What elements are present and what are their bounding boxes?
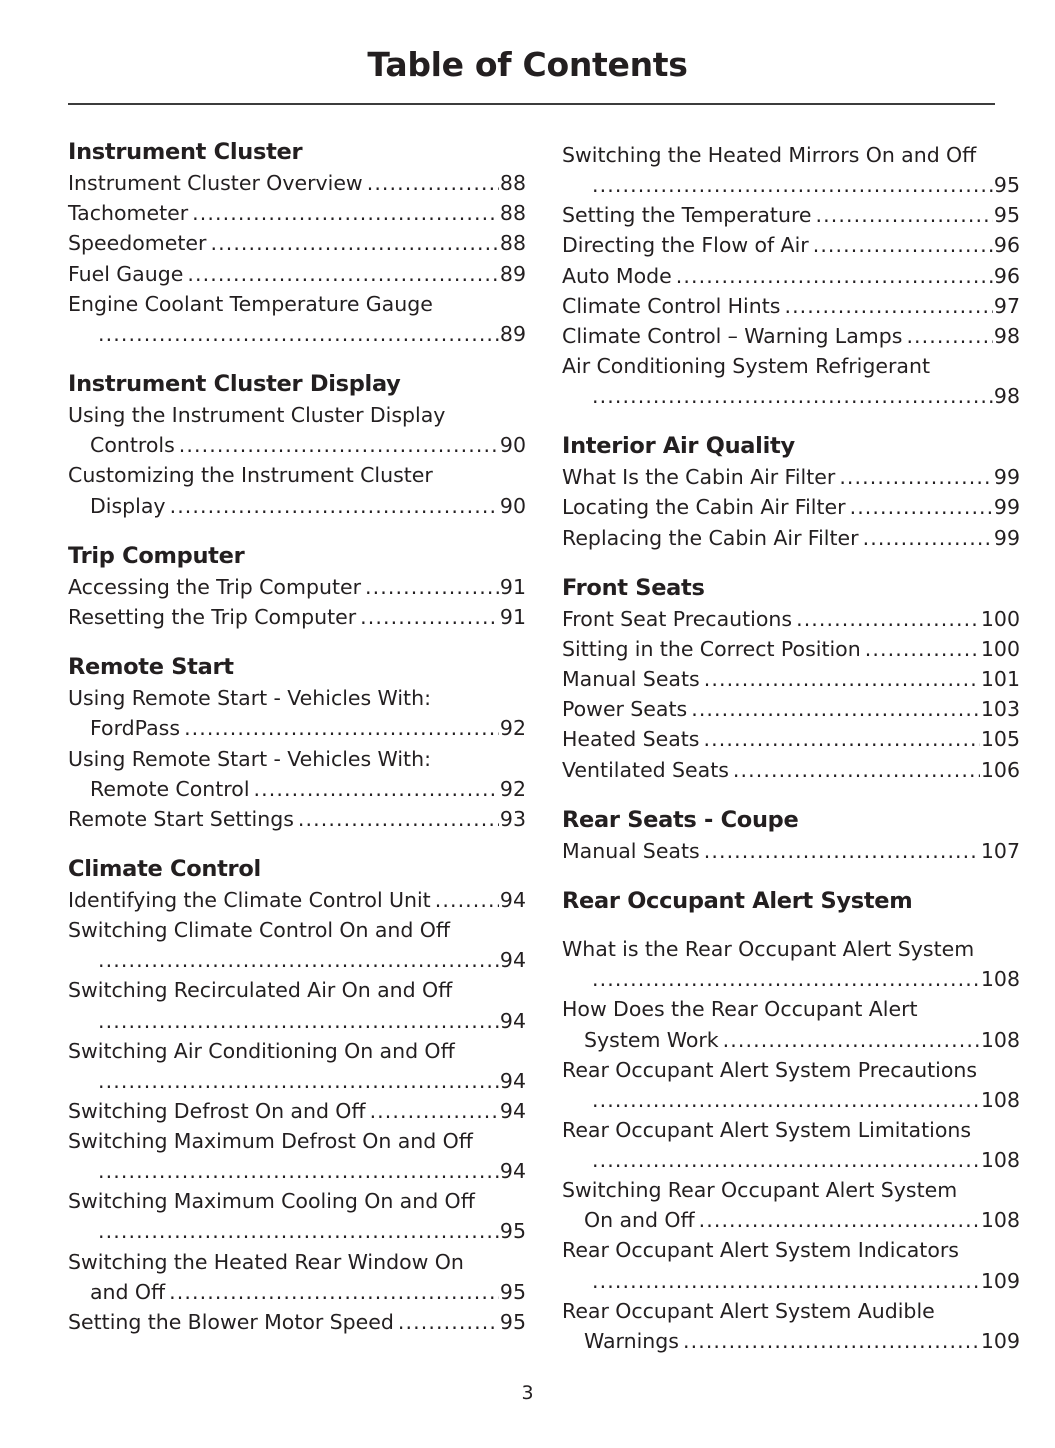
toc-entry-title: Using Remote Start - Vehicles With: xyxy=(68,686,431,711)
toc-entry-page: 88 xyxy=(499,201,526,226)
toc-entry-title: Rear Occupant Alert System Indicators xyxy=(562,1238,959,1263)
toc-entry-page: 95 xyxy=(993,203,1020,228)
toc-entry[interactable] xyxy=(562,934,1020,994)
toc-entry-title: What is the Rear Occupant Alert System xyxy=(562,937,975,962)
section-heading[interactable]: Interior Air Quality xyxy=(562,433,795,460)
toc-entry[interactable] xyxy=(68,259,526,289)
toc-entry-title: Switching Maximum Defrost On and Off xyxy=(68,1129,473,1154)
toc-entry[interactable] xyxy=(68,168,526,198)
toc-entry[interactable] xyxy=(562,755,1020,785)
toc-entry-list xyxy=(68,168,526,349)
toc-entry-page: 100 xyxy=(980,606,1020,631)
toc-entry-title: Using Remote Start - Vehicles With: xyxy=(68,746,431,771)
toc-entry[interactable] xyxy=(68,228,526,258)
dot-leader xyxy=(592,381,993,411)
toc-entry[interactable] xyxy=(562,994,1020,1054)
dot-leader xyxy=(592,170,993,200)
dot-leader xyxy=(676,261,993,291)
dot-leader xyxy=(691,694,980,724)
toc-entry-page: 105 xyxy=(980,727,1020,752)
toc-entry-page: 108 xyxy=(980,1208,1020,1233)
toc-entry-page: 89 xyxy=(499,321,526,346)
toc-entry-page: 95 xyxy=(993,173,1020,198)
toc-entry-list xyxy=(562,604,1020,785)
toc-entry[interactable] xyxy=(562,836,1020,866)
toc-section xyxy=(562,576,1020,785)
dot-leader xyxy=(360,602,499,632)
toc-entry-list xyxy=(68,400,526,521)
dot-leader xyxy=(98,1066,499,1096)
toc-entry-page: 99 xyxy=(993,465,1020,490)
toc-entry-page: 94 xyxy=(499,1159,526,1184)
dot-leader xyxy=(187,259,499,289)
toc-entry[interactable] xyxy=(68,1307,526,1337)
toc-entry[interactable] xyxy=(68,1126,526,1186)
toc-entry-title: Switching Rear Occupant Alert System xyxy=(562,1178,958,1203)
toc-section xyxy=(68,544,526,632)
dot-leader xyxy=(367,168,499,198)
toc-entry[interactable] xyxy=(562,1115,1020,1175)
toc-entry-title: Switching Climate Control On and Off xyxy=(68,918,451,943)
toc-entry-title: Switching Air Conditioning On and Off xyxy=(68,1038,455,1063)
toc-entry-title-continued: System Work xyxy=(584,1027,719,1052)
dot-leader xyxy=(683,1326,980,1356)
toc-entry-title: Identifying the Climate Control Unit xyxy=(68,888,431,913)
toc-entry-title: Heated Seats xyxy=(562,727,700,752)
toc-entry[interactable] xyxy=(68,460,526,520)
dot-leader xyxy=(703,724,979,754)
toc-entry-page: 99 xyxy=(993,525,1020,550)
toc-entry[interactable] xyxy=(562,1296,1020,1356)
toc-columns xyxy=(68,140,1020,1356)
dot-leader xyxy=(435,885,499,915)
dot-leader xyxy=(210,228,498,258)
toc-entry-title: How Does the Rear Occupant Alert xyxy=(562,997,918,1022)
toc-entry-page: 95 xyxy=(499,1219,526,1244)
toc-entry[interactable] xyxy=(562,1175,1020,1235)
toc-entry-title: Rear Occupant Alert System Limitations xyxy=(562,1117,972,1142)
dot-leader xyxy=(365,572,499,602)
page-number: 3 xyxy=(521,1382,534,1404)
toc-entry-page: 92 xyxy=(499,776,526,801)
toc-entry-page: 94 xyxy=(499,1008,526,1033)
dot-leader xyxy=(98,1156,499,1186)
dot-leader xyxy=(863,523,993,553)
section-heading[interactable]: Rear Seats - Coupe xyxy=(562,806,799,833)
toc-section xyxy=(562,808,1020,866)
toc-entry[interactable] xyxy=(562,321,1020,351)
toc-entry-title: Replacing the Cabin Air Filter xyxy=(562,525,859,550)
toc-section xyxy=(68,372,526,521)
toc-entry-title-continued: Remote Control xyxy=(90,776,250,801)
toc-entry-title: Sitting in the Correct Position xyxy=(562,637,861,661)
toc-entry-title: Directing the Flow of Air xyxy=(562,233,809,258)
toc-entry-page: 94 xyxy=(499,1068,526,1093)
toc-entry-page: 96 xyxy=(993,263,1020,288)
toc-entry[interactable] xyxy=(562,1235,1020,1295)
left-column xyxy=(68,140,526,1337)
toc-entry-page: 96 xyxy=(993,233,1020,258)
toc-entry[interactable] xyxy=(562,140,1020,200)
toc-entry-title: Switching Maximum Cooling On and Off xyxy=(68,1189,475,1214)
dot-leader xyxy=(592,1145,980,1175)
section-heading[interactable]: Trip Computer xyxy=(68,542,245,569)
toc-entry-title: Fuel Gauge xyxy=(68,261,184,286)
toc-entry[interactable] xyxy=(68,602,526,632)
toc-entry[interactable] xyxy=(68,400,526,460)
toc-entry-title: Setting the Blower Motor Speed xyxy=(68,1309,394,1334)
toc-entry-page: 108 xyxy=(980,1027,1020,1052)
toc-entry-title: Front Seat Precautions xyxy=(562,606,793,631)
dot-leader xyxy=(370,1096,499,1126)
toc-entry-page: 90 xyxy=(499,433,526,458)
toc-entry-page: 92 xyxy=(499,716,526,741)
toc-entry-title: Auto Mode xyxy=(562,263,672,288)
toc-entry-title: Accessing the Trip Computer xyxy=(68,574,362,599)
toc-entry-title: Engine Coolant Temperature Gauge xyxy=(68,291,433,316)
toc-entry-title: Switching Defrost On and Off xyxy=(68,1098,366,1123)
dot-leader xyxy=(254,774,499,804)
section-heading[interactable]: Front Seats xyxy=(562,574,705,601)
toc-entry-page: 90 xyxy=(499,493,526,518)
section-heading[interactable]: Climate Control xyxy=(68,855,261,882)
toc-entry-page: 106 xyxy=(980,757,1020,782)
toc-entry-title: Rear Occupant Alert System Audible xyxy=(562,1298,935,1323)
toc-entry[interactable] xyxy=(562,351,1020,411)
dot-leader xyxy=(839,462,993,492)
right-column xyxy=(562,140,1020,1356)
toc-entry[interactable] xyxy=(562,694,1020,724)
page-title: Table of Contents xyxy=(367,45,688,84)
toc-entry-page: 97 xyxy=(993,293,1020,318)
dot-leader xyxy=(816,200,993,230)
section-heading[interactable]: Rear Occupant Alert System xyxy=(562,887,913,914)
dot-leader xyxy=(796,604,980,634)
toc-entry-title-continued: Controls xyxy=(90,433,175,458)
toc-entry-title: Customizing the Instrument Cluster xyxy=(68,463,433,488)
toc-section xyxy=(562,140,1020,411)
dot-leader xyxy=(592,1266,980,1296)
toc-entry-list xyxy=(562,462,1020,552)
toc-entry[interactable] xyxy=(562,1055,1020,1115)
toc-entry-page: 109 xyxy=(980,1328,1020,1353)
toc-entry-title: Resetting the Trip Computer xyxy=(68,604,357,629)
toc-entry[interactable] xyxy=(68,744,526,804)
dot-leader xyxy=(813,230,993,260)
toc-section xyxy=(68,857,526,1337)
toc-entry-page: 108 xyxy=(980,1148,1020,1172)
toc-entry-page: 99 xyxy=(993,495,1020,520)
toc-entry-title: Air Conditioning System Refrigerant xyxy=(562,353,930,378)
dot-leader xyxy=(592,964,980,994)
toc-section xyxy=(562,889,1020,1356)
section-heading[interactable]: Instrument Cluster Display xyxy=(68,370,401,397)
toc-entry-page: 94 xyxy=(499,948,526,973)
toc-entry[interactable] xyxy=(68,804,526,834)
toc-entry[interactable] xyxy=(562,462,1020,492)
section-heading[interactable]: Instrument Cluster xyxy=(68,139,303,165)
toc-entry[interactable] xyxy=(68,915,526,975)
toc-entry[interactable] xyxy=(562,492,1020,522)
toc-entry-page: 98 xyxy=(993,384,1020,408)
toc-entry-page: 89 xyxy=(499,261,526,286)
toc-entry-title: What Is the Cabin Air Filter xyxy=(562,465,836,490)
toc-entry-title: Remote Start Settings xyxy=(68,806,294,831)
toc-entry-page: 101 xyxy=(980,667,1020,692)
toc-entry-title-continued: and Off xyxy=(90,1279,166,1304)
toc-section xyxy=(562,434,1020,553)
toc-entry-page: 91 xyxy=(499,574,526,599)
toc-entry-title: Speedometer xyxy=(68,231,207,256)
toc-entry-title-continued: Warnings xyxy=(584,1328,679,1353)
dot-leader xyxy=(98,1216,499,1246)
toc-entry[interactable] xyxy=(68,572,526,602)
toc-entry[interactable] xyxy=(68,975,526,1035)
toc-section xyxy=(68,655,526,834)
dot-leader xyxy=(733,755,980,785)
toc-entry[interactable] xyxy=(68,198,526,228)
toc-entry-page: 94 xyxy=(499,1098,526,1123)
dot-leader xyxy=(850,492,993,522)
toc-entry-title: Manual Seats xyxy=(562,838,700,863)
toc-entry-list xyxy=(68,885,526,1337)
toc-entry-title: Switching the Heated Rear Window On xyxy=(68,1249,464,1274)
toc-entry[interactable] xyxy=(562,664,1020,694)
toc-entry-title: Switching Recirculated Air On and Off xyxy=(68,978,453,1003)
toc-entry-title: Rear Occupant Alert System Precautions xyxy=(562,1057,978,1082)
toc-entry[interactable] xyxy=(68,289,526,349)
toc-entry-page: 100 xyxy=(980,637,1020,661)
toc-entry-title: Instrument Cluster Overview xyxy=(68,171,363,196)
dot-leader xyxy=(704,836,980,866)
toc-entry[interactable] xyxy=(562,261,1020,291)
toc-entry-list xyxy=(562,934,1020,1356)
dot-leader xyxy=(865,634,980,664)
toc-entry-list xyxy=(562,140,1020,411)
toc-entry[interactable] xyxy=(68,1186,526,1246)
toc-entry[interactable] xyxy=(68,1247,526,1307)
dot-leader xyxy=(98,945,499,975)
toc-entry-page: 98 xyxy=(993,323,1020,348)
dot-leader xyxy=(398,1307,499,1337)
title-divider xyxy=(68,103,995,105)
toc-entry-page: 94 xyxy=(499,888,526,913)
toc-entry[interactable] xyxy=(562,634,1020,664)
toc-entry[interactable] xyxy=(562,200,1020,230)
dot-leader xyxy=(192,198,499,228)
toc-section xyxy=(68,140,526,349)
toc-entry[interactable] xyxy=(562,523,1020,553)
toc-entry-page: 107 xyxy=(980,838,1020,863)
toc-entry-page: 108 xyxy=(980,1087,1020,1112)
toc-entry-title-continued: FordPass xyxy=(90,716,181,741)
dot-leader xyxy=(704,664,980,694)
section-heading[interactable]: Remote Start xyxy=(68,654,234,681)
toc-entry-title: Switching the Heated Mirrors On and Off xyxy=(562,143,977,167)
toc-entry[interactable] xyxy=(68,1036,526,1096)
dot-leader xyxy=(98,319,499,349)
toc-entry-page: 88 xyxy=(499,171,526,196)
dot-leader xyxy=(298,804,499,834)
toc-entry[interactable] xyxy=(562,230,1020,260)
toc-entry-page: 93 xyxy=(499,806,526,831)
toc-entry-title: Power Seats xyxy=(562,697,688,722)
toc-entry-page: 109 xyxy=(980,1268,1020,1293)
toc-entry-title: Using the Instrument Cluster Display xyxy=(68,403,446,428)
toc-entry-page: 95 xyxy=(499,1309,526,1334)
toc-entry-title: Tachometer xyxy=(68,201,189,226)
toc-entry-title: Ventilated Seats xyxy=(562,757,729,782)
dot-leader xyxy=(170,491,499,521)
dot-leader xyxy=(184,713,499,743)
toc-entry[interactable] xyxy=(562,724,1020,754)
toc-entry[interactable] xyxy=(562,291,1020,321)
toc-entry-title-continued: Display xyxy=(90,493,166,518)
toc-entry-list xyxy=(68,683,526,834)
toc-entry-page: 108 xyxy=(980,967,1020,992)
toc-entry-title: Climate Control Hints xyxy=(562,293,781,318)
dot-leader xyxy=(906,321,992,351)
toc-entry-page: 103 xyxy=(980,697,1020,722)
dot-leader xyxy=(784,291,992,321)
toc-entry[interactable] xyxy=(68,1096,526,1126)
toc-entry-page: 88 xyxy=(499,231,526,256)
toc-entry-page: 95 xyxy=(499,1279,526,1304)
dot-leader xyxy=(179,430,499,460)
toc-entry-title: Locating the Cabin Air Filter xyxy=(562,495,846,520)
dot-leader xyxy=(98,1006,499,1036)
toc-entry[interactable] xyxy=(562,604,1020,634)
toc-entry-title: Manual Seats xyxy=(562,667,700,692)
toc-entry[interactable] xyxy=(68,683,526,743)
dot-leader xyxy=(592,1085,980,1115)
toc-entry-list xyxy=(562,836,1020,866)
toc-entry[interactable] xyxy=(68,885,526,915)
dot-leader xyxy=(723,1025,980,1055)
dot-leader xyxy=(699,1205,980,1235)
toc-entry-page: 91 xyxy=(499,604,526,629)
toc-entry-title: Setting the Temperature xyxy=(562,203,812,228)
toc-entry-list xyxy=(68,572,526,632)
toc-entry-title-continued: On and Off xyxy=(584,1208,695,1233)
toc-entry-title: Climate Control – Warning Lamps xyxy=(562,323,903,348)
dot-leader xyxy=(169,1277,499,1307)
